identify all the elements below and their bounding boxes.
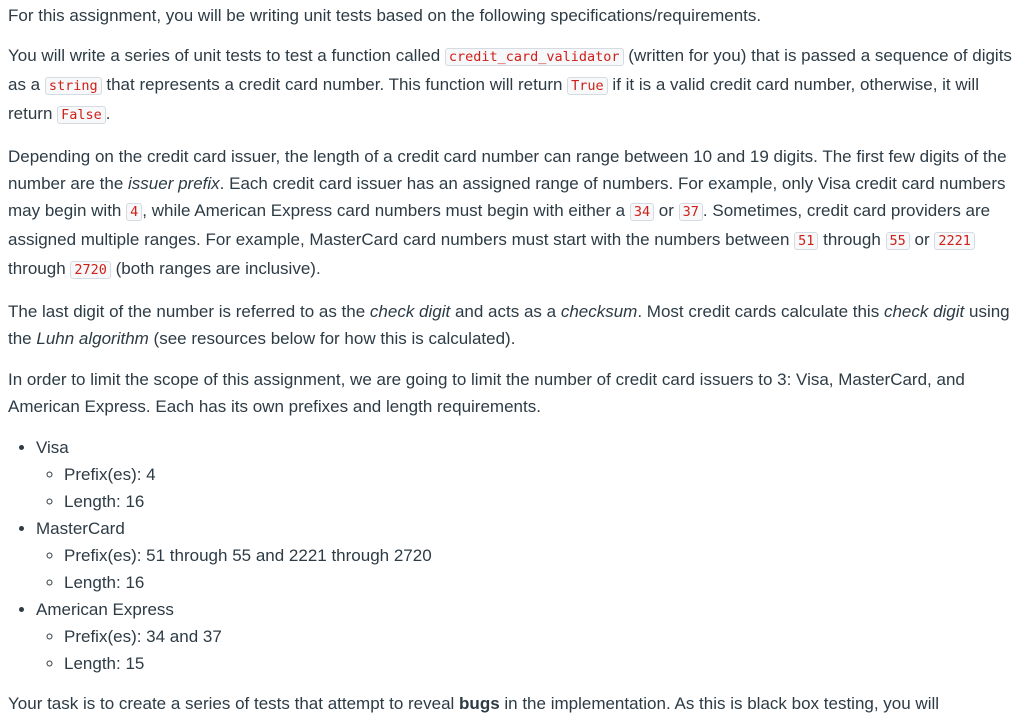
list-item [36,434,1016,515]
issuer-name: Visa [36,438,69,457]
false-value-code: False [57,106,106,124]
string-type-code: string [45,77,102,95]
list-item: ◦ Length: 15 [64,650,1016,677]
list-item: ◦ Length: 16 [64,569,1016,596]
issuer-list [8,434,1016,677]
issuer-name: MasterCard [36,519,125,538]
true-value-code: True [567,77,608,95]
mastercard-prefix-2221-code: 2221 [934,232,975,250]
list-item: ◦ Prefix(es): 34 and 37 [64,623,1016,650]
list-item: ◦ Prefix(es): 51 through 55 and 2221 through 2720 [64,542,1016,569]
task-paragraph: Your task is to create a series of tests that attempt to reveal bugs in the implementation. As this is black box testing, you will [8,694,940,713]
function-description-paragraph: You will write a series of unit tests to test a function called credit_card_validator (written for you) that is passed a sequence of digits as a string that represents a credit card number. This function will return True if it is a valid credit card number, otherwise, it will return False . [8,46,1012,123]
check-digit-paragraph: The last digit of the number is referred to as the check digit and acts as a checksum. Most credit cards calculate this check digit using the Luhn algorithm (see resources below for how this is calculated). [8,302,1010,348]
list-item: ◦ Length: 16 [64,488,1016,515]
amex-prefix-37-code: 37 [679,203,703,221]
list-item: ◦ Prefix(es): 4 [64,461,1016,488]
issuer-name: American Express [36,600,174,619]
scope-paragraph: In order to limit the scope of this assignment, we are going to limit the number of credit card issuers to 3: Visa, MasterCard, and American Express. Each has its own prefixes and length requirements. [8,370,965,416]
intro-paragraph: For this assignment, you will be writing unit tests based on the following specifications/requirements. [8,6,762,25]
list-item [36,515,1016,596]
amex-prefix-34-code: 34 [630,203,654,221]
mastercard-prefix-51-code: 51 [794,232,818,250]
mastercard-prefix-2720-code: 2720 [70,261,111,279]
issuer-prefix-paragraph: Depending on the credit card issuer, the length of a credit card number can range between 10 and 19 digits. The first few digits of the number are the issuer prefix. Each credit card issuer has an assigned range of numbers. For example, only Visa credit card numbers may begin with 4 , while American Express card numbers must begin with either a 34 or 37 . Sometimes, credit card providers are assigned multiple ranges. For example, MasterCard card numbers must start with the numbers between 51 through 55 or 2221 through 2720 (both ranges are inclusive). [8,147,1007,278]
mastercard-prefix-55-code: 55 [886,232,910,250]
function-name-code: credit_card_validator [445,48,624,66]
visa-prefix-code: 4 [126,203,142,221]
list-item [36,596,1016,677]
